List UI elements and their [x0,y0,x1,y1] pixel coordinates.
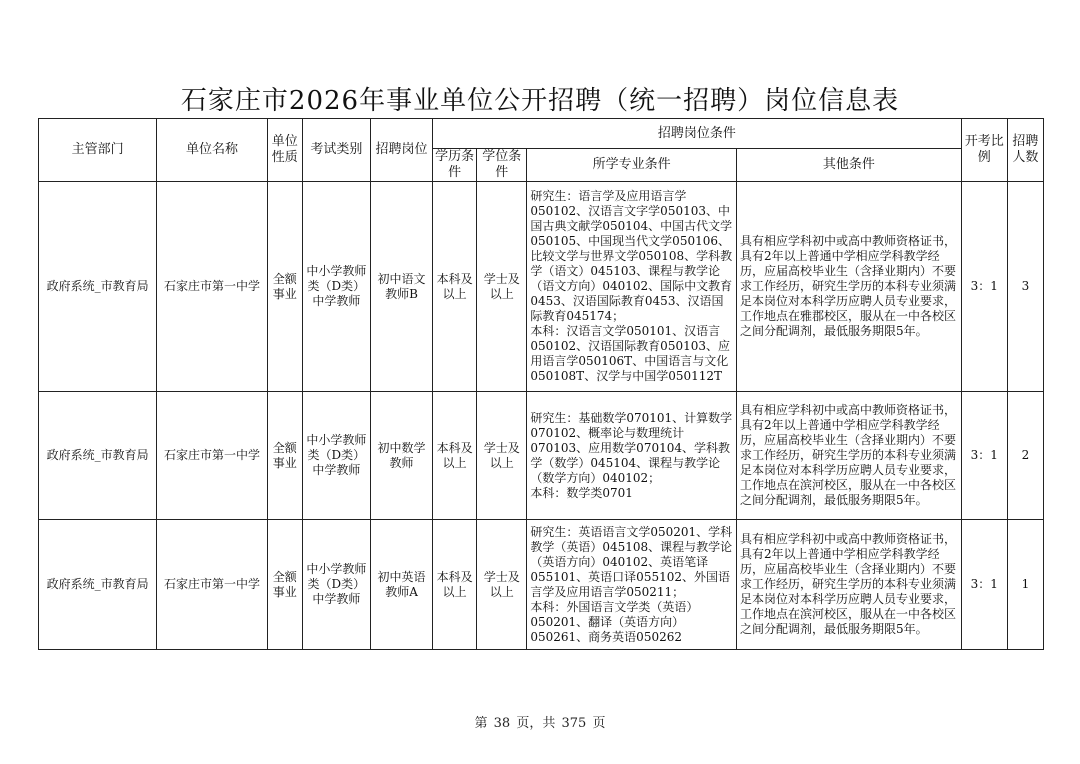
page-footer [0,712,1080,731]
cell-degree: 学士及以上 [477,520,527,650]
cell-dept: 政府系统_市教育局 [39,520,157,650]
header-position: 招聘岗位 [370,119,432,182]
cell-other: 具有相应学科初中或高中教师资格证书，具有2年以上普通中学相应学科教学经历，应届高校毕业生（含择业期内）不要求工作经历，研究生学历的本科专业须满足本岗位对本科学历应聘人员专业要求，工作地点在滨河校区，服从在一中各校区之间分配调剂，最低服务期限5年。 [736,520,961,650]
page-mid: 页，共 [516,716,556,731]
cell-unit-nature: 全额事业 [267,520,302,650]
cell-count: 3 [1007,182,1043,392]
cell-exam-type: 中小学教师类（D类）中学教师 [302,392,370,520]
cell-count: 2 [1007,392,1043,520]
cell-other: 具有相应学科初中或高中教师资格证书，具有2年以上普通中学相应学科教学经历，应届高校毕业生（含择业期内）不要求工作经历，研究生学历的本科专业须满足本岗位对本科学历应聘人员专业要求，工作地点在滨河校区，服从在一中各校区之间分配调剂，最低服务期限5年。 [736,392,961,520]
cell-dept: 政府系统_市教育局 [39,182,157,392]
cell-position: 初中英语教师A [370,520,432,650]
cell-major: 研究生：基础数学070101、计算数学070102、概率论与数理统计070103、应用数学070104、学科教学（数学）045104、课程与教学论（数学方向）040102； 本科：数学类0701 [527,392,737,520]
cell-education: 本科及以上 [433,182,477,392]
cell-position: 初中数学教师 [370,392,432,520]
table-row [39,182,1044,392]
cell-ratio: 3：1 [961,520,1007,650]
page-suffix: 页 [592,716,606,731]
cell-major: 研究生：英语语言文学050201、学科教学（英语）045108、课程与教学论（英语方向）040102、英语笔译055101、英语口译055102、外国语言学及应用语言学050211； 本科：外国语言文学类（英语）050201、翻译（英语方向）050261、商务英语050262 [527,520,737,650]
header-exam-type: 考试类别 [302,119,370,182]
cell-unit: 石家庄市第一中学 [157,392,267,520]
cell-unit-nature: 全额事业 [267,392,302,520]
cell-education: 本科及以上 [433,392,477,520]
header-major: 所学专业条件 [527,149,737,182]
cell-position: 初中语文教师B [370,182,432,392]
position-table [38,118,1044,650]
cell-education: 本科及以上 [433,520,477,650]
page-prefix: 第 [474,716,488,731]
header-degree: 学位条件 [477,149,527,182]
table-row [39,392,1044,520]
cell-unit: 石家庄市第一中学 [157,182,267,392]
cell-degree: 学士及以上 [477,182,527,392]
header-ratio: 开考比例 [961,119,1007,182]
page-total: 375 [561,716,587,731]
cell-major: 研究生：语言学及应用语言学050102、汉语言文字学050103、中国古典文献学050104、中国古代文学050105、中国现当代文学050106、比较文学与世界文学050108、学科教学（语文）045103、课程与教学论（语文方向）040102、国际中文教育0453、汉语国际教育0453、汉语国际教育045174； 本科：汉语言文学050101、汉语言050102、汉语国际教育050103、应用语言学050106T、中国语言与文化050108T、汉学与中国学050112T [527,182,737,392]
header-unit-nature: 单位性质 [267,119,302,182]
cell-dept: 政府系统_市教育局 [39,392,157,520]
table-row [39,520,1044,650]
cell-exam-type: 中小学教师类（D类）中学教师 [302,520,370,650]
cell-count: 1 [1007,520,1043,650]
cell-exam-type: 中小学教师类（D类）中学教师 [302,182,370,392]
cell-unit: 石家庄市第一中学 [157,520,267,650]
cell-other: 具有相应学科初中或高中教师资格证书，具有2年以上普通中学相应学科教学经历，应届高校毕业生（含择业期内）不要求工作经历，研究生学历的本科专业须满足本岗位对本科学历应聘人员专业要求，工作地点在雅郡校区，服从在一中各校区之间分配调剂，最低服务期限5年。 [736,182,961,392]
header-education: 学历条件 [433,149,477,182]
header-conditions: 招聘岗位条件 [433,119,962,149]
page-title: 石家庄市2026年事业单位公开招聘（统一招聘）岗位信息表 [180,86,900,116]
cell-unit-nature: 全额事业 [267,182,302,392]
cell-ratio: 3：1 [961,392,1007,520]
cell-degree: 学士及以上 [477,392,527,520]
header-dept: 主管部门 [39,119,157,182]
header-other: 其他条件 [736,149,961,182]
header-unit: 单位名称 [157,119,267,182]
page-current: 38 [493,716,511,731]
cell-ratio: 3：1 [961,182,1007,392]
header-count: 招聘人数 [1007,119,1043,182]
